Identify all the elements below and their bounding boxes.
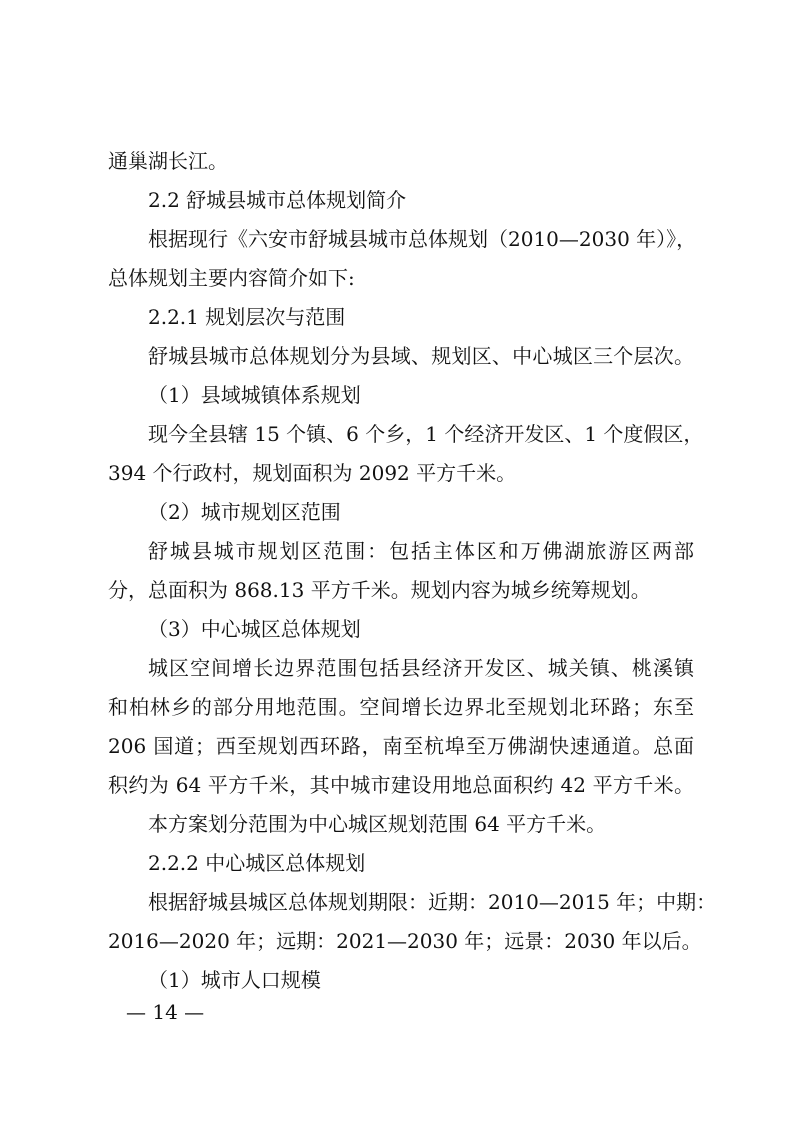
section-heading-2-2-1: 2.2.1 规划层次与范围: [148, 305, 346, 329]
paragraph-line: 根据现行《六安市舒城县城市总体规划（2010—2030 年）》，: [148, 227, 697, 251]
paragraph-line: 通巢湖长江。: [108, 149, 228, 173]
section-heading-2-2: 2.2 舒城县城市总体规划简介: [148, 188, 407, 212]
paragraph-line: 和柏林乡的部分用地范围。空间增长边界北至规划北环路；东至: [108, 695, 694, 719]
paragraph-line: 本方案划分范围为中心城区规划范围 64 平方千米。: [148, 812, 607, 836]
section-heading-2-2-2: 2.2.2 中心城区总体规划: [148, 851, 366, 875]
paragraph-line: 舒城县城市规划区范围：包括主体区和万佛湖旅游区两部: [148, 539, 694, 563]
paragraph-line: 394 个行政村，规划面积为 2092 平方千米。: [108, 461, 517, 485]
paragraph-line: 城区空间增长边界范围包括县经济开发区、城关镇、桃溪镇: [148, 656, 694, 680]
paragraph-line: 积约为 64 平方千米，其中城市建设用地总面积约 42 平方千米。: [108, 773, 694, 797]
paragraph-line: 现今全县辖 15 个镇、6 个乡，1 个经济开发区、1 个度假区，: [148, 422, 704, 446]
paragraph-line: 总体规划主要内容简介如下:: [108, 266, 355, 290]
paragraph-line: 舒城县城市总体规划分为县域、规划区、中心城区三个层次。: [148, 344, 694, 368]
subheading-1: （1）县域城镇体系规划: [148, 383, 361, 407]
subheading-2: （2）城市规划区范围: [148, 500, 341, 524]
subheading-3: （3）中心城区总体规划: [148, 617, 361, 641]
paragraph-line: 分，总面积为 868.13 平方千米。规划内容为城乡统筹规划。: [108, 578, 651, 602]
paragraph-line: 206 国道；西至规划西环路，南至杭埠至万佛湖快速通道。总面: [108, 734, 694, 758]
paragraph-line: 根据舒城县城区总体规划期限：近期：2010—2015 年；中期：: [148, 890, 717, 914]
subheading-1-population: （1）城市人口规模: [148, 968, 321, 992]
paragraph-line: 2016—2020 年；远期：2021—2030 年；远景：2030 年以后。: [108, 929, 702, 953]
page-number: — 14 —: [126, 1000, 205, 1024]
